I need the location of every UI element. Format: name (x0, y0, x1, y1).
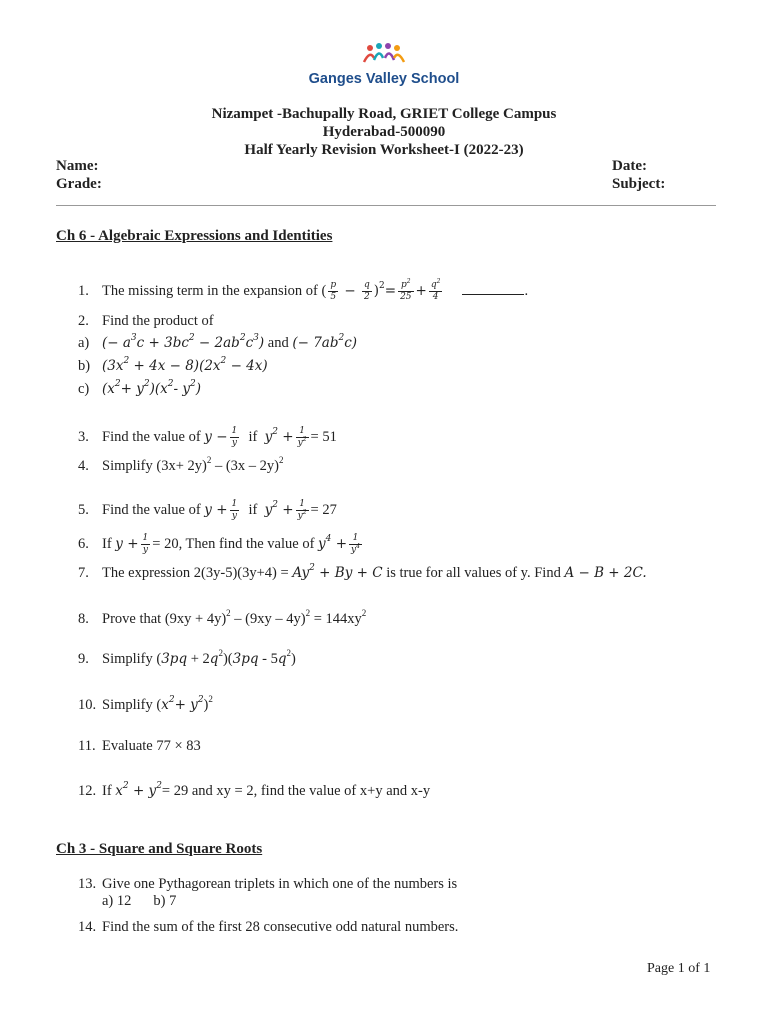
section-title-ch6: Ch 6 - Algebraic Expressions and Identities (56, 228, 333, 244)
question-14: 14. Find the sum of the first 28 consecutive odd natural numbers. (78, 919, 459, 935)
question-10: 10. Simplify $(x^2+ y^2)^2$ (78, 694, 213, 713)
question-13: 13. Give one Pythagorean triplets in which one of the numbers is (78, 876, 458, 892)
question-13-options: a) 12 b) 7 (102, 893, 177, 909)
question-8: 8. Prove that $(9xy + 4y)^2 - (9xy - 4y)^2 = 144xy^2$ (78, 608, 367, 627)
question-11: 11. Evaluate 77 × 83 (78, 738, 201, 754)
question-4: 4. Simplify $(3x+ 2y)^2 - (3x - 2y)^2$ (78, 455, 284, 474)
subject-field: Subject: (612, 176, 666, 192)
school-address: Nizampet -Bachupally Road, GRIET College Campus (211, 106, 557, 122)
question-12: 12. If $x^2 + y^2= 29$ and xy = 2, find the value of x+y and x-y (78, 781, 431, 799)
page-number: Page 1 of 1 (647, 961, 711, 976)
header-divider (56, 205, 716, 206)
school-logo-icon (358, 42, 410, 68)
date-field: Date: (612, 158, 647, 174)
question-2a: a) (− $a^3c + 3bc^2 - 2ab^2c^3$) and (− $7ab^2c$) (78, 333, 358, 351)
section-title-ch3: Ch 3 - Square and Square Roots (56, 841, 263, 857)
question-7: 7. The expression $2(3y-5)(3y+4) = Ay^2 + By + C$ is true for all values of y. Find A − B + 2C. (78, 563, 647, 581)
question-2b: b) $(3x^2 + 4x - 8)(2x^2 - 4x)$ (78, 356, 268, 374)
grade-field: Grade: (56, 176, 102, 192)
question-3: 3. Find the value of y − $\frac{1}{y}$ if $y^2$ + $\frac{1}{y^2}$ = 51 (78, 426, 337, 448)
question-1: 1. The missing term in the expansion of ( $\frac{p}{5}$ − $\frac{q}{2}$ )$^2$= $\frac{p^2}{25}$ + $\frac{q^2}{4}$ . (78, 278, 529, 302)
question-2: 2. Find the product of (78, 313, 214, 329)
worksheet-title: Half Yearly Revision Worksheet-I (2022-23) (244, 142, 524, 158)
name-field: Name: (56, 158, 99, 174)
question-5: 5. Find the value of y + $\frac{1}{y}$ if $y^2$ + $\frac{1}{y^2}$ = 27 (78, 499, 337, 521)
question-6: 6. If y + $\frac{1}{y}$ = 20, Then find the value of $y^4$ + $\frac{1}{y^4}$ (78, 533, 360, 555)
school-city: Hyderabad-500090 (322, 124, 446, 140)
question-9: 9. Simplify $(3pq + 2q^2)(3pq - 5q^2)$ (78, 648, 296, 667)
question-2c: c) $(x^2+ y^2)(x^2-$ $y^2$) (78, 379, 201, 397)
school-name: Ganges Valley School (308, 71, 460, 87)
